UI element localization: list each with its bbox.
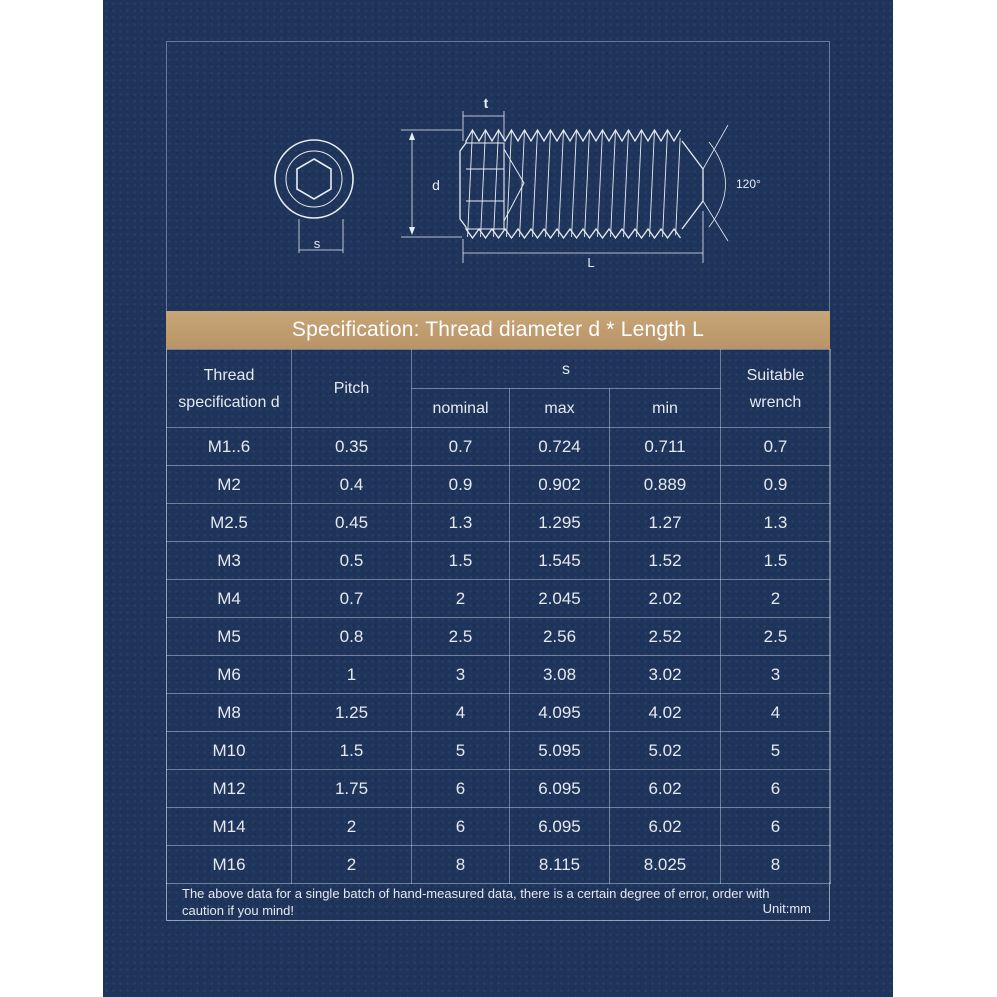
thread-crest-line [637, 130, 642, 238]
table-row [167, 504, 831, 542]
table-row [167, 428, 831, 466]
thread-spec-cell: M14 [167, 808, 292, 846]
header-min: min [610, 389, 721, 428]
thread-crest-line [546, 130, 551, 238]
dim-s-label: s [313, 236, 321, 251]
s-min-cell: 5.02 [610, 732, 721, 770]
specification-title-bar [166, 311, 830, 349]
header-s: s [412, 350, 721, 389]
thread-crest-line [650, 130, 655, 238]
s-nominal-cell: 2.5 [412, 618, 510, 656]
table-row [167, 770, 831, 808]
s-nominal-cell: 0.7 [412, 428, 510, 466]
wrench-cell: 6 [721, 770, 831, 808]
thread-spec-cell: M1..6 [167, 428, 292, 466]
s-min-cell: 3.02 [610, 656, 721, 694]
specification-title: Specification: Thread diameter d * Length L [291, 318, 705, 341]
angle-label: 120° [736, 177, 761, 191]
thread-crest-line [624, 130, 629, 238]
header-pitch: Pitch [292, 350, 412, 428]
table-row [167, 656, 831, 694]
thread-spec-cell: M12 [167, 770, 292, 808]
thread-spec-cell: M16 [167, 846, 292, 884]
thread-spec-cell: M3 [167, 542, 292, 580]
s-nominal-cell: 8 [412, 846, 510, 884]
header-nominal: nominal [412, 389, 510, 428]
s-nominal-cell: 6 [412, 770, 510, 808]
wrench-cell: 6 [721, 808, 831, 846]
thread-crest-line [481, 130, 486, 238]
thread-crest-line [572, 130, 577, 238]
dim-L-label: L [587, 255, 595, 270]
s-min-cell: 1.27 [610, 504, 721, 542]
s-min-cell: 2.52 [610, 618, 721, 656]
s-max-cell: 1.295 [510, 504, 610, 542]
thread-crest-line [611, 130, 616, 238]
screw-diagram [166, 41, 830, 311]
table-row [167, 618, 831, 656]
header-wrench: Suitable wrench [721, 350, 831, 428]
specification-table [166, 349, 831, 884]
table-row [167, 732, 831, 770]
thread-spec-cell: M6 [167, 656, 292, 694]
thread-spec-cell: M8 [167, 694, 292, 732]
pitch-cell: 1.5 [292, 732, 412, 770]
s-max-cell: 0.724 [510, 428, 610, 466]
s-max-cell: 6.095 [510, 770, 610, 808]
table-row [167, 580, 831, 618]
thread-spec-cell: M5 [167, 618, 292, 656]
s-max-cell: 3.08 [510, 656, 610, 694]
thread-crest-line [559, 130, 564, 238]
s-nominal-cell: 2 [412, 580, 510, 618]
s-nominal-cell: 6 [412, 808, 510, 846]
footnote [166, 882, 830, 921]
pitch-cell: 2 [292, 808, 412, 846]
pitch-cell: 0.7 [292, 580, 412, 618]
pitch-cell: 0.35 [292, 428, 412, 466]
thread-spec-cell: M4 [167, 580, 292, 618]
s-max-cell: 2.56 [510, 618, 610, 656]
s-max-cell: 6.095 [510, 808, 610, 846]
wrench-cell: 5 [721, 732, 831, 770]
wrench-cell: 2.5 [721, 618, 831, 656]
pitch-cell: 1.75 [292, 770, 412, 808]
s-max-cell: 2.045 [510, 580, 610, 618]
thread-spec-cell: M2.5 [167, 504, 292, 542]
thread-crest-line [598, 130, 603, 238]
s-max-cell: 8.115 [510, 846, 610, 884]
wrench-cell: 4 [721, 694, 831, 732]
thread-spec-cell: M10 [167, 732, 292, 770]
pitch-cell: 1.25 [292, 694, 412, 732]
pitch-cell: 0.45 [292, 504, 412, 542]
wrench-cell: 8 [721, 846, 831, 884]
thread-crest-line [494, 130, 499, 238]
s-max-cell: 1.545 [510, 542, 610, 580]
header-thread-spec: Thread specification d [167, 350, 292, 428]
s-min-cell: 2.02 [610, 580, 721, 618]
s-min-cell: 6.02 [610, 808, 721, 846]
table-body [167, 428, 831, 884]
s-max-cell: 4.095 [510, 694, 610, 732]
s-min-cell: 0.889 [610, 466, 721, 504]
pitch-cell: 0.8 [292, 618, 412, 656]
dim-t-label: t [483, 95, 489, 111]
s-min-cell: 0.711 [610, 428, 721, 466]
s-nominal-cell: 4 [412, 694, 510, 732]
wrench-cell: 2 [721, 580, 831, 618]
thread-crest-line [507, 130, 512, 238]
dim-d-label: d [432, 177, 440, 193]
set-screw-side-view-icon [401, 111, 728, 263]
s-min-cell: 4.02 [610, 694, 721, 732]
thread-spec-cell: M2 [167, 466, 292, 504]
thread-crest-line [676, 130, 681, 238]
wrench-cell: 1.3 [721, 504, 831, 542]
s-nominal-cell: 1.5 [412, 542, 510, 580]
pitch-cell: 1 [292, 656, 412, 694]
wrench-cell: 1.5 [721, 542, 831, 580]
unit-label: Unit:mm [762, 901, 811, 916]
table-row [167, 846, 831, 884]
table-row [167, 694, 831, 732]
s-max-cell: 0.902 [510, 466, 610, 504]
table-row [167, 542, 831, 580]
thread-crest-line [663, 130, 668, 238]
pitch-cell: 2 [292, 846, 412, 884]
header-max: max [510, 389, 610, 428]
s-nominal-cell: 0.9 [412, 466, 510, 504]
footnote-note: The above data for a single batch of hand-measured data, there is a certain degree of error, order with caution if you mind! [182, 886, 770, 918]
s-max-cell: 5.095 [510, 732, 610, 770]
pitch-cell: 0.5 [292, 542, 412, 580]
s-min-cell: 1.52 [610, 542, 721, 580]
wrench-cell: 0.9 [721, 466, 831, 504]
s-min-cell: 6.02 [610, 770, 721, 808]
wrench-cell: 3 [721, 656, 831, 694]
pitch-cell: 0.4 [292, 466, 412, 504]
thread-crest-line [533, 130, 538, 238]
thread-crest-line [585, 130, 590, 238]
s-nominal-cell: 5 [412, 732, 510, 770]
s-min-cell: 8.025 [610, 846, 721, 884]
s-nominal-cell: 1.3 [412, 504, 510, 542]
table-row [167, 466, 831, 504]
wrench-cell: 0.7 [721, 428, 831, 466]
table-row [167, 808, 831, 846]
thread-crest-line [468, 130, 473, 238]
s-nominal-cell: 3 [412, 656, 510, 694]
